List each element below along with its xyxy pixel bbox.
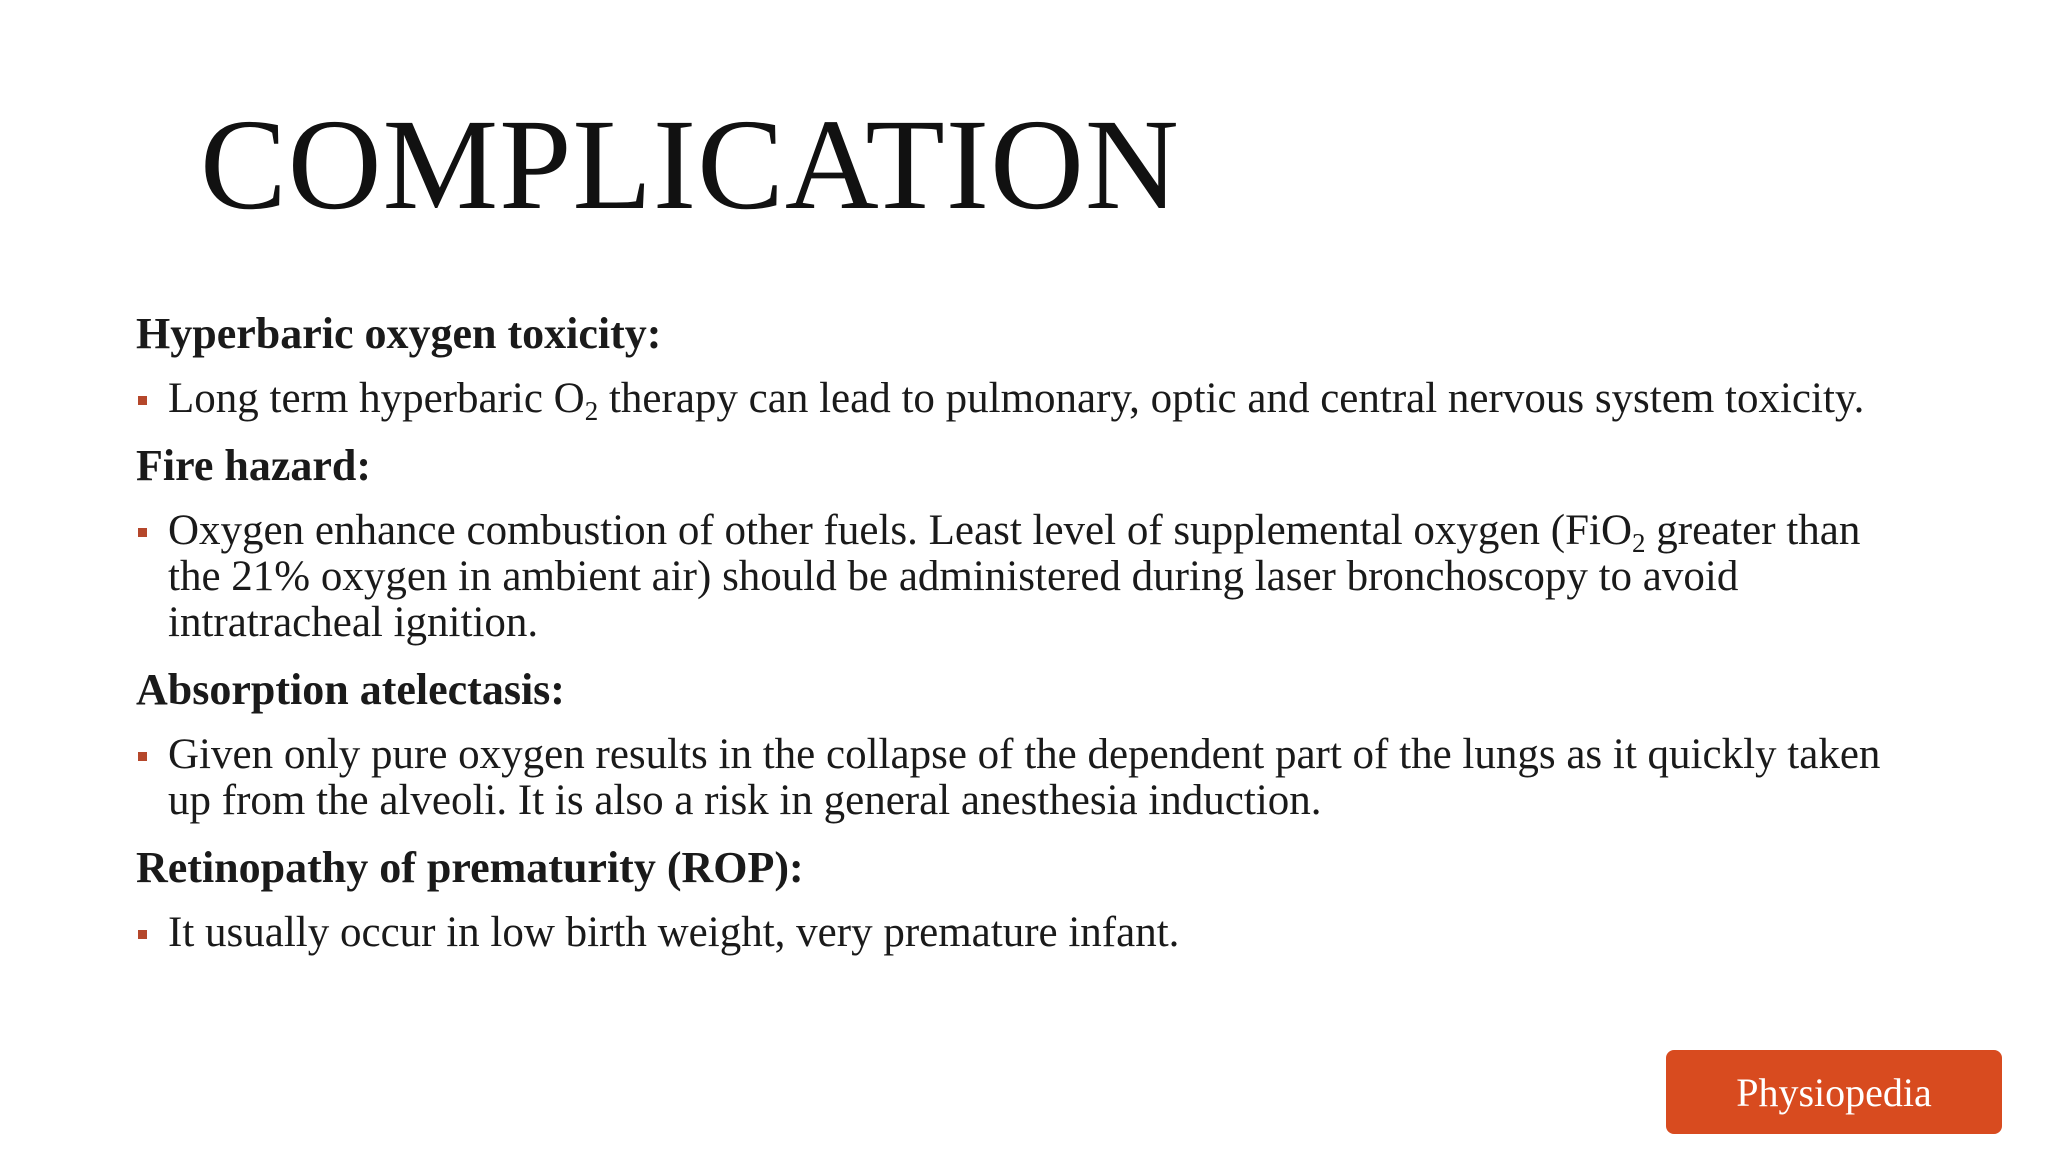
section-hyperbaric-oxygen-toxicity <box>136 306 1896 426</box>
bullet-item <box>136 910 1896 956</box>
section-heading: Hyperbaric oxygen toxicity: <box>136 309 662 358</box>
section-retinopathy-of-prematurity <box>136 840 1896 956</box>
bullet-text: It usually occur in low birth weight, very premature infant. <box>168 909 1180 956</box>
square-bullet-icon <box>138 930 147 939</box>
section-fire-hazard <box>136 438 1896 646</box>
square-bullet-icon <box>138 528 147 537</box>
bullet-text-part: Oxygen enhance combustion of other fuels. Least level of supplemental oxygen (FiO <box>168 507 1632 554</box>
section-absorption-atelectasis <box>136 662 1896 824</box>
bullet-item <box>136 375 1896 426</box>
square-bullet-icon <box>138 396 147 405</box>
slide-content <box>136 306 1896 972</box>
section-heading: Absorption atelectasis: <box>136 665 565 714</box>
square-bullet-icon <box>138 752 147 761</box>
bullet-item <box>136 732 1896 824</box>
bullet-text: Given only pure oxygen results in the collapse of the dependent part of the lungs as it quickly taken up from the alveoli. It is also a risk in general anesthesia induction. <box>168 731 1881 824</box>
bullet-item <box>136 508 1896 646</box>
logo-text: Physiopedia <box>1736 1069 1932 1115</box>
subscript: 2 <box>1632 528 1646 558</box>
slide-title: COMPLICATION <box>200 93 1180 237</box>
section-heading: Retinopathy of prematurity (ROP): <box>136 843 804 892</box>
section-heading: Fire hazard: <box>136 441 372 490</box>
subscript: 2 <box>584 396 599 426</box>
bullet-text-part: greater than the 21% oxygen in ambient air) should be administered during laser bronchoscopy to avoid intratracheal ignition. <box>168 507 1861 646</box>
physiopedia-logo-badge <box>1666 1050 2002 1134</box>
bullet-text-part: therapy can lead to pulmonary, optic and central nervous system toxicity. <box>598 375 1865 422</box>
bullet-text-part: Long term hyperbaric O <box>168 375 585 422</box>
